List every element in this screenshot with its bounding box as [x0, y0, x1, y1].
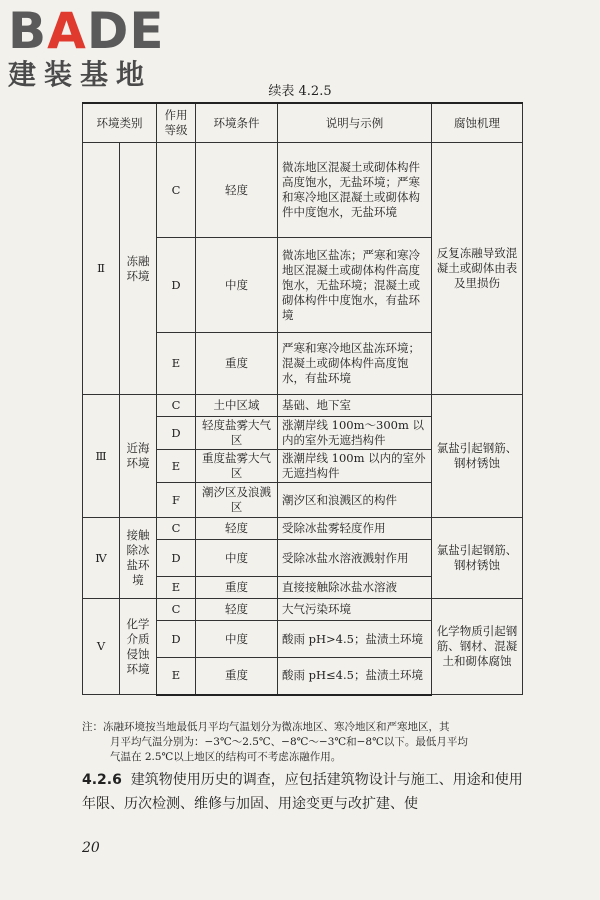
- grade-cell: E: [157, 658, 196, 695]
- header-description: 说明与示例: [278, 103, 432, 143]
- grade-cell: E: [157, 450, 196, 483]
- condition-cell: 潮汐区及浪溅区: [196, 483, 278, 518]
- description-cell: 直接接触除冰盐水溶液: [278, 577, 432, 599]
- page-number: 20: [82, 840, 100, 856]
- description-cell: 潮汐区和浪溅区的构件: [278, 483, 432, 518]
- grade-cell: D: [157, 417, 196, 450]
- logo-subtitle: 建装基地: [8, 58, 153, 91]
- condition-cell: 轻度: [196, 599, 278, 621]
- header-condition: 环境条件: [196, 103, 278, 143]
- condition-cell: 土中区域: [196, 395, 278, 417]
- mechanism-cell: 氯盐引起钢筋、钢材锈蚀: [432, 518, 523, 599]
- condition-cell: 轻度: [196, 143, 278, 238]
- mechanism-cell: 氯盐引起钢筋、钢材锈蚀: [432, 395, 523, 518]
- description-cell: 涨潮岸线 100m 以内的室外无遮挡构件: [278, 450, 432, 483]
- description-cell: 涨潮岸线 100m～300m 以内的室外无遮挡构件: [278, 417, 432, 450]
- grade-cell: C: [157, 143, 196, 238]
- table-note: [82, 720, 527, 765]
- mechanism-cell: 反复冻融导致混凝土或砌体由表及里损伤: [432, 143, 523, 395]
- condition-cell: 重度: [196, 577, 278, 599]
- table-header-row: [83, 103, 523, 143]
- class-number-cell: Ⅴ: [83, 599, 120, 695]
- section-number: 4.2.6: [82, 772, 122, 788]
- mechanism-cell: 化学物质引起钢筋、钢材、混凝土和砌体腐蚀: [432, 599, 523, 695]
- grade-cell: D: [157, 238, 196, 333]
- logo-brand: BADE: [8, 2, 165, 60]
- condition-cell: 中度: [196, 238, 278, 333]
- condition-cell: 中度: [196, 621, 278, 658]
- table-row: [83, 599, 523, 621]
- table-caption: 续表 4.2.5: [268, 84, 332, 99]
- description-cell: 酸雨 pH>4.5；盐渍土环境: [278, 621, 432, 658]
- condition-cell: 中度: [196, 540, 278, 577]
- description-cell: 酸雨 pH≤4.5；盐渍土环境: [278, 658, 432, 695]
- description-cell: 微冻地区盐冻；严寒和寒冷地区混凝土或砌体构件高度饱水，无盐环境；混凝土或砌体构件中度饱水，有盐环境: [278, 238, 432, 333]
- grade-cell: C: [157, 395, 196, 417]
- class-number-cell: Ⅲ: [83, 395, 120, 518]
- description-cell: 受除冰盐雾轻度作用: [278, 518, 432, 540]
- note-line: 气温在 2.5℃以上地区的结构可不考虑冻融作用。: [110, 751, 342, 763]
- header-mechanism: 腐蚀机理: [432, 103, 523, 143]
- condition-cell: 轻度: [196, 518, 278, 540]
- header-grade: 作用等级: [157, 103, 196, 143]
- note-line: 月平均气温分别为：−3℃～2.5℃、−8℃～−3℃和−8℃以下。最低月平均: [110, 736, 468, 748]
- description-cell: 严寒和寒冷地区盐冻环境；混凝土或砌体构件高度饱水，有盐环境: [278, 333, 432, 395]
- class-number-cell: Ⅱ: [83, 143, 120, 395]
- class-number-cell: Ⅳ: [83, 518, 120, 599]
- class-name-cell: 接触除冰盐环境: [120, 518, 157, 599]
- description-cell: 大气污染环境: [278, 599, 432, 621]
- class-name-cell: 冻融环境: [120, 143, 157, 395]
- grade-cell: F: [157, 483, 196, 518]
- grade-cell: E: [157, 577, 196, 599]
- class-name-cell: 化学介质侵蚀环境: [120, 599, 157, 695]
- section-text: 建筑物使用历史的调查，应包括建筑物设计与施工、用途和使用年限、历次检测、维修与加固、用途变更与改扩建、使: [82, 772, 523, 812]
- table-row: [83, 143, 523, 238]
- section-paragraph: [82, 768, 527, 816]
- grade-cell: C: [157, 599, 196, 621]
- table-row: [83, 518, 523, 540]
- grade-cell: D: [157, 540, 196, 577]
- header-env-class: 环境类别: [83, 103, 157, 143]
- description-cell: 基础、地下室: [278, 395, 432, 417]
- condition-cell: 重度盐雾大气区: [196, 450, 278, 483]
- condition-cell: 轻度盐雾大气区: [196, 417, 278, 450]
- grade-cell: D: [157, 621, 196, 658]
- grade-cell: E: [157, 333, 196, 395]
- description-cell: 受除冰盐水溶液溅射作用: [278, 540, 432, 577]
- environment-class-table: [82, 102, 523, 696]
- condition-cell: 重度: [196, 333, 278, 395]
- table-row: [83, 395, 523, 417]
- grade-cell: C: [157, 518, 196, 540]
- condition-cell: 重度: [196, 658, 278, 695]
- description-cell: 微冻地区混凝土或砌体构件高度饱水，无盐环境；严寒和寒冷地区混凝土或砌体构件中度饱水，无盐环境: [278, 143, 432, 238]
- class-name-cell: 近海环境: [120, 395, 157, 518]
- note-line: 注：冻融环境按当地最低月平均气温划分为微冻地区、寒冷地区和严寒地区，其: [82, 721, 450, 733]
